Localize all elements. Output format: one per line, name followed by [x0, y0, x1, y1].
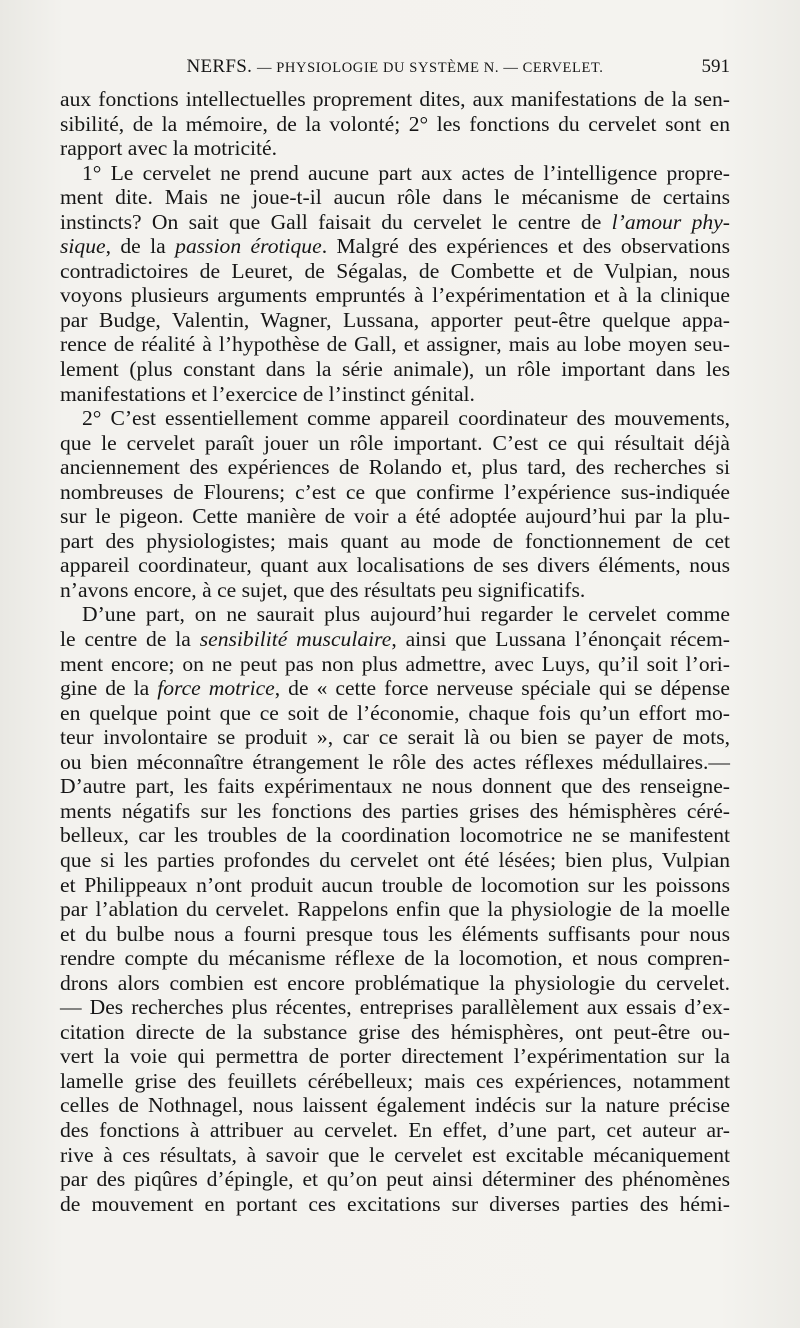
text-line: aux fonctions intellectuelles proprement dites, aux manifestations de la sen- — [60, 87, 730, 111]
text-line: sur le pigeon. Cette manière de voir a été adoptée aujourd’hui par la plu- — [60, 504, 730, 529]
text-line: nombreuses de Flourens; c’est ce que confirme l’expérience sus-indiquée — [60, 479, 730, 504]
text-line: ment encore; on ne peut pas non plus admettre, avec Luys, qu’il soit l’ori- — [60, 651, 730, 676]
text-line: 1° Le cervelet ne prend aucune part aux actes de l’intelligence propre- — [82, 160, 730, 185]
text-line — [60, 234, 730, 259]
italic-run: force motrice — [157, 676, 275, 701]
text-line: contradictoires de Leuret, de Ségalas, de Combette et de Vulpian, nous — [60, 258, 730, 283]
text-line: par l’ablation du cervelet. Rappelons enfin que la physiologie de la moelle — [60, 897, 730, 922]
italic-run: l’amour phy- — [611, 209, 730, 234]
text-line: ment dite. Mais ne joue-t-il aucun rôle dans le mécanisme de certains — [60, 185, 730, 210]
text-line: en quelque point que ce soit de l’économie, chaque fois qu’un effort mo- — [60, 700, 730, 725]
text-run: le centre de la — [60, 627, 200, 652]
text-line: — Des recherches plus récentes, entreprises parallèlement aux essais d’ex- — [60, 995, 730, 1020]
text-line: ments négatifs sur les fonctions des parties grises des hémisphères céré- — [60, 798, 730, 823]
text-line: drons alors combien est encore problématique la physiologie du cervelet. — [60, 970, 730, 995]
text-line — [60, 627, 730, 652]
text-line: vert la voie qui permettra de porter directement l’expérimentation sur la — [60, 1044, 730, 1069]
text-run: , de « cette force nerveuse spéciale qui se dépense — [274, 676, 730, 701]
running-title-main: NERFS. — [186, 56, 253, 77]
text-run: gine de la — [60, 676, 158, 701]
text-run: . Malgré des expériences et des observations — [321, 234, 730, 259]
text-line: de mouvement en portant ces excitations sur diverses parties des hémi- — [60, 1191, 730, 1216]
text-line: rendre compte du mécanisme réflexe de la locomotion, et nous compren- — [60, 946, 730, 971]
running-header — [60, 52, 730, 84]
text-line: que si les parties profondes du cervelet ont été lésées; bien plus, Vulpian — [60, 847, 730, 872]
text-line: ou bien méconnaître étrangement le rôle des actes réflexes médullaires.— — [60, 749, 730, 774]
text-line: belleux, car les troubles de la coordination locomotrice ne se manifestent — [60, 823, 730, 848]
page-number: 591 — [701, 56, 730, 77]
text-line: celles de Nothnagel, nous laissent également indécis sur la nature précise — [60, 1093, 730, 1118]
italic-run: sique — [60, 234, 106, 259]
text-line — [60, 676, 730, 701]
running-title-rest: — PHYSIOLOGIE DU SYSTÈME N. — CERVELET. — [256, 60, 604, 76]
text-line — [60, 210, 730, 235]
text-line: voyons plusieurs arguments empruntés à l’expérimentation et à la clinique — [60, 283, 730, 308]
text-run: , ainsi que Lussana l’énonçait récem- — [391, 627, 731, 652]
text-line: par Budge, Valentin, Wagner, Lussana, apporter peut-être quelque appa- — [60, 307, 730, 332]
text-line: par des piqûres d’épingle, et qu’on peut ainsi déterminer des phénomènes — [60, 1167, 730, 1192]
text-run: instincts? On sait que Gall faisait du cervelet le centre de — [60, 209, 612, 234]
text-line: D’autre part, les faits expérimentaux ne nous donnent que des renseigne- — [60, 774, 730, 799]
text-line: et Philippeaux n’ont produit aucun trouble de locomotion sur les poissons — [60, 872, 730, 897]
text-line: des fonctions à attribuer au cervelet. En effet, d’une part, cet auteur ar- — [60, 1117, 730, 1142]
text-line: sibilité, de la mémoire, de la volonté; 2° les fonctions du cervelet sont en — [60, 111, 730, 136]
running-title — [60, 56, 730, 78]
text-line: 2° C’est essentiellement comme appareil coordinateur des mouvements, — [82, 406, 730, 431]
text-line: part des physiologistes; mais quant au mode de fonctionnement de cet — [60, 528, 730, 553]
text-line: manifestations et l’exercice de l’instinct génital. — [60, 381, 475, 406]
text-run: , de la — [105, 234, 176, 259]
text-line: D’une part, on ne saurait plus aujourd’hui regarder le cervelet comme — [82, 602, 730, 627]
text-line: appareil coordinateur, quant aux localisations de ses divers éléments, nous — [60, 553, 730, 578]
text-line: citation directe de la substance grise des hémisphères, ont peut-être ou- — [60, 1019, 730, 1044]
text-line: lamelle grise des feuillets cérébelleux; mais ces expériences, notamment — [60, 1068, 730, 1093]
text-line: n’avons encore, à ce sujet, que des résultats peu significatifs. — [60, 577, 586, 602]
text-line: rence de réalité à l’hypothèse de Gall, et assigner, mais au lobe moyen seu- — [60, 332, 730, 357]
italic-run: passion érotique — [175, 234, 322, 259]
text-line: rive à ces résultats, à savoir que le cervelet est excitable mécaniquement — [60, 1142, 730, 1167]
text-line: teur involontaire se produit », car ce serait là ou bien se payer de mots, — [60, 725, 730, 750]
text-line: lement (plus constant dans la série animale), un rôle important dans les — [60, 357, 730, 382]
text-line: que le cervelet paraît jouer un rôle important. C’est ce qui résultait déjà — [60, 430, 730, 455]
text-line: anciennement des expériences de Rolando et, plus tard, des recherches si — [60, 455, 730, 480]
text-line: et du bulbe nous a fourni presque tous les éléments suffisants pour nous — [60, 921, 730, 946]
text-line: rapport avec la motricité. — [60, 136, 278, 161]
italic-run: sensibilité musculaire — [199, 627, 392, 652]
body-text — [60, 87, 730, 1216]
